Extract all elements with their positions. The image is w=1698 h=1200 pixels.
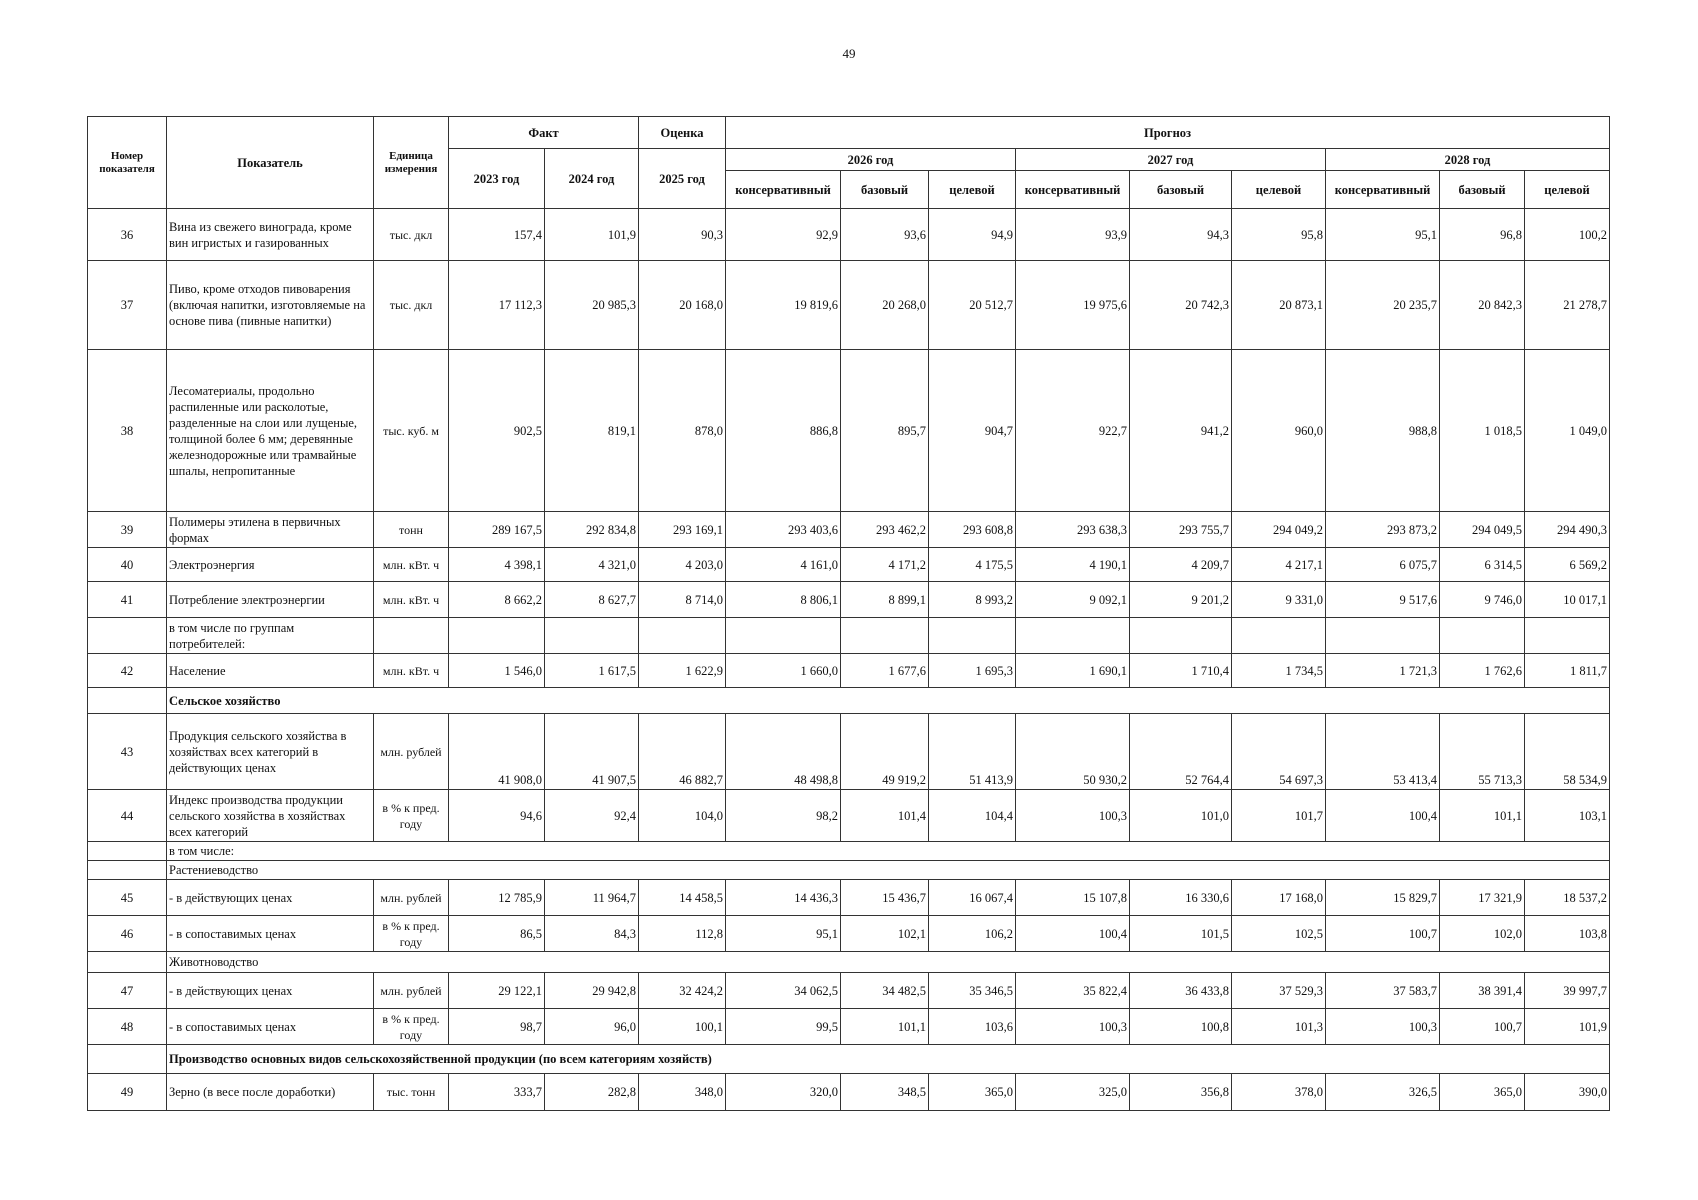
- value-cell: 20 235,7: [1326, 261, 1440, 350]
- value-cell: 4 171,2: [841, 548, 929, 582]
- value-cell: 16 067,4: [929, 880, 1016, 916]
- header-base: базовый: [841, 171, 929, 209]
- value-cell: 1 762,6: [1440, 654, 1525, 688]
- indicator-name: Потребление электроэнергии: [167, 582, 374, 618]
- value-cell: 1 710,4: [1130, 654, 1232, 688]
- value-cell: 320,0: [726, 1074, 841, 1111]
- value-cell: 49 919,2: [841, 714, 929, 790]
- value-cell: 103,1: [1525, 790, 1610, 842]
- indicator-name: Зерно (в весе после доработки): [167, 1074, 374, 1111]
- value-cell: 93,9: [1016, 209, 1130, 261]
- value-cell: 100,4: [1016, 916, 1130, 952]
- row-number: 37: [88, 261, 167, 350]
- header-forecast: Прогноз: [726, 117, 1610, 149]
- value-cell: 98,7: [449, 1009, 545, 1045]
- value-cell: 9 746,0: [1440, 582, 1525, 618]
- value-cell: 282,8: [545, 1074, 639, 1111]
- subgroup-label: Животноводство: [167, 952, 1610, 973]
- value-cell: 17 112,3: [449, 261, 545, 350]
- value-cell: 93,6: [841, 209, 929, 261]
- value-cell: 1 695,3: [929, 654, 1016, 688]
- value-cell: 333,7: [449, 1074, 545, 1111]
- value-cell: 356,8: [1130, 1074, 1232, 1111]
- value-cell: 988,8: [1326, 350, 1440, 512]
- value-cell: [545, 618, 639, 654]
- value-cell: 102,5: [1232, 916, 1326, 952]
- value-cell: 1 049,0: [1525, 350, 1610, 512]
- value-cell: 29 942,8: [545, 973, 639, 1009]
- indicator-name: Вина из свежего винограда, кроме вин игристых и газированных: [167, 209, 374, 261]
- value-cell: 35 822,4: [1016, 973, 1130, 1009]
- value-cell: 34 482,5: [841, 973, 929, 1009]
- value-cell: 104,0: [639, 790, 726, 842]
- unit: тонн: [374, 512, 449, 548]
- table-row: [88, 548, 1610, 582]
- header-2028: 2028 год: [1326, 149, 1610, 171]
- value-cell: 1 734,5: [1232, 654, 1326, 688]
- value-cell: 20 268,0: [841, 261, 929, 350]
- value-cell: 84,3: [545, 916, 639, 952]
- table-header: [88, 117, 1610, 209]
- value-cell: 819,1: [545, 350, 639, 512]
- table-row: [88, 714, 1610, 790]
- value-cell: 15 829,7: [1326, 880, 1440, 916]
- value-cell: 102,0: [1440, 916, 1525, 952]
- value-cell: 8 899,1: [841, 582, 929, 618]
- value-cell: 55 713,3: [1440, 714, 1525, 790]
- value-cell: 37 529,3: [1232, 973, 1326, 1009]
- value-cell: 41 908,0: [449, 714, 545, 790]
- value-cell: 50 930,2: [1016, 714, 1130, 790]
- unit: млн. кВт. ч: [374, 548, 449, 582]
- value-cell: 4 217,1: [1232, 548, 1326, 582]
- value-cell: 92,4: [545, 790, 639, 842]
- value-cell: 20 512,7: [929, 261, 1016, 350]
- table-row: [88, 916, 1610, 952]
- header-target: целевой: [929, 171, 1016, 209]
- value-cell: 902,5: [449, 350, 545, 512]
- value-cell: 1 546,0: [449, 654, 545, 688]
- value-cell: 8 993,2: [929, 582, 1016, 618]
- value-cell: 35 346,5: [929, 973, 1016, 1009]
- value-cell: 38 391,4: [1440, 973, 1525, 1009]
- value-cell: 101,9: [1525, 1009, 1610, 1045]
- subgroup-row: [88, 861, 1610, 880]
- value-cell: 6 314,5: [1440, 548, 1525, 582]
- unit: млн. кВт. ч: [374, 582, 449, 618]
- section-row: [88, 688, 1610, 714]
- value-cell: 29 122,1: [449, 973, 545, 1009]
- value-cell: 9 517,6: [1326, 582, 1440, 618]
- header-2026: 2026 год: [726, 149, 1016, 171]
- value-cell: 1 660,0: [726, 654, 841, 688]
- header-conservative: консервативный: [1016, 171, 1130, 209]
- value-cell: 8 627,7: [545, 582, 639, 618]
- value-cell: 293 462,2: [841, 512, 929, 548]
- value-cell: 294 049,5: [1440, 512, 1525, 548]
- header-estimate: Оценка: [639, 117, 726, 149]
- value-cell: [1016, 618, 1130, 654]
- value-cell: 53 413,4: [1326, 714, 1440, 790]
- value-cell: 4 321,0: [545, 548, 639, 582]
- row-number: 45: [88, 880, 167, 916]
- value-cell: 100,3: [1016, 1009, 1130, 1045]
- value-cell: 20 168,0: [639, 261, 726, 350]
- value-cell: [1130, 618, 1232, 654]
- value-cell: 17 321,9: [1440, 880, 1525, 916]
- row-number: 38: [88, 350, 167, 512]
- value-cell: 95,8: [1232, 209, 1326, 261]
- table-row: [88, 790, 1610, 842]
- value-cell: 101,7: [1232, 790, 1326, 842]
- value-cell: 325,0: [1016, 1074, 1130, 1111]
- value-cell: 20 985,3: [545, 261, 639, 350]
- value-cell: 95,1: [726, 916, 841, 952]
- value-cell: 294 490,3: [1525, 512, 1610, 548]
- value-cell: 886,8: [726, 350, 841, 512]
- header-fact: Факт: [449, 117, 639, 149]
- value-cell: 9 331,0: [1232, 582, 1326, 618]
- value-cell: 8 662,2: [449, 582, 545, 618]
- table-row: [88, 1074, 1610, 1111]
- value-cell: 4 190,1: [1016, 548, 1130, 582]
- subgroup-label: Растениеводство: [167, 861, 1610, 880]
- value-cell: 895,7: [841, 350, 929, 512]
- subgroup-label: в том числе:: [167, 842, 1610, 861]
- indicator-name: Полимеры этилена в первичных формах: [167, 512, 374, 548]
- value-cell: 14 436,3: [726, 880, 841, 916]
- row-number: 49: [88, 1074, 167, 1111]
- value-cell: [449, 618, 545, 654]
- value-cell: 4 203,0: [639, 548, 726, 582]
- header-2027: 2027 год: [1016, 149, 1326, 171]
- value-cell: 20 842,3: [1440, 261, 1525, 350]
- subgroup-row: [88, 842, 1610, 861]
- value-cell: 1 690,1: [1016, 654, 1130, 688]
- header-base: базовый: [1440, 171, 1525, 209]
- value-cell: 100,7: [1326, 916, 1440, 952]
- header-target: целевой: [1232, 171, 1326, 209]
- row-number: 42: [88, 654, 167, 688]
- value-cell: 20 873,1: [1232, 261, 1326, 350]
- subgroup-row: [88, 952, 1610, 973]
- value-cell: 99,5: [726, 1009, 841, 1045]
- value-cell: 36 433,8: [1130, 973, 1232, 1009]
- value-cell: 4 175,5: [929, 548, 1016, 582]
- table-row: [88, 512, 1610, 548]
- value-cell: 100,8: [1130, 1009, 1232, 1045]
- row-number: 40: [88, 548, 167, 582]
- value-cell: 58 534,9: [1525, 714, 1610, 790]
- header-indicator: Показатель: [167, 117, 374, 209]
- indicator-name: - в действующих ценах: [167, 973, 374, 1009]
- value-cell: 157,4: [449, 209, 545, 261]
- row-number-cell: [88, 842, 167, 861]
- value-cell: 8 806,1: [726, 582, 841, 618]
- unit: тыс. куб. м: [374, 350, 449, 512]
- value-cell: 1 811,7: [1525, 654, 1610, 688]
- row-number: 39: [88, 512, 167, 548]
- row-number: 46: [88, 916, 167, 952]
- row-number-cell: [88, 1045, 167, 1074]
- value-cell: 293 169,1: [639, 512, 726, 548]
- value-cell: [841, 618, 929, 654]
- row-number-cell: [88, 861, 167, 880]
- value-cell: 98,2: [726, 790, 841, 842]
- value-cell: 904,7: [929, 350, 1016, 512]
- row-number: 44: [88, 790, 167, 842]
- unit: тыс. дкл: [374, 261, 449, 350]
- value-cell: 94,3: [1130, 209, 1232, 261]
- value-cell: 6 569,2: [1525, 548, 1610, 582]
- value-cell: 348,5: [841, 1074, 929, 1111]
- table-row: [88, 209, 1610, 261]
- value-cell: 101,0: [1130, 790, 1232, 842]
- unit: млн. рублей: [374, 880, 449, 916]
- header-target: целевой: [1525, 171, 1610, 209]
- value-cell: 95,1: [1326, 209, 1440, 261]
- value-cell: 96,0: [545, 1009, 639, 1045]
- indicator-name: Лесоматериалы, продольно распиленные или расколотые, разделенные на слои или лущеные, толщиной более 6 мм; деревянные железнодорожные или трамвайные шпалы, непропитанные: [167, 350, 374, 512]
- value-cell: 103,6: [929, 1009, 1016, 1045]
- value-cell: 16 330,6: [1130, 880, 1232, 916]
- value-cell: 326,5: [1326, 1074, 1440, 1111]
- value-cell: 100,7: [1440, 1009, 1525, 1045]
- indicator-name: - в сопоставимых ценах: [167, 1009, 374, 1045]
- value-cell: 9 092,1: [1016, 582, 1130, 618]
- indicator-name: в том числе по группам потребителей:: [167, 618, 374, 654]
- value-cell: 17 168,0: [1232, 880, 1326, 916]
- value-cell: 101,4: [841, 790, 929, 842]
- header-number: Номер показателя: [88, 117, 167, 209]
- value-cell: 101,1: [1440, 790, 1525, 842]
- value-cell: 878,0: [639, 350, 726, 512]
- value-cell: 21 278,7: [1525, 261, 1610, 350]
- unit: в % к пред. году: [374, 790, 449, 842]
- value-cell: 289 167,5: [449, 512, 545, 548]
- unit: в % к пред. году: [374, 916, 449, 952]
- value-cell: 94,6: [449, 790, 545, 842]
- value-cell: 51 413,9: [929, 714, 1016, 790]
- value-cell: 10 017,1: [1525, 582, 1610, 618]
- value-cell: 294 049,2: [1232, 512, 1326, 548]
- value-cell: 15 107,8: [1016, 880, 1130, 916]
- value-cell: 19 975,6: [1016, 261, 1130, 350]
- value-cell: 100,3: [1016, 790, 1130, 842]
- row-number: 41: [88, 582, 167, 618]
- value-cell: [1326, 618, 1440, 654]
- indicator-name: Индекс производства продукции сельского хозяйства в хозяйствах всех категорий: [167, 790, 374, 842]
- table-row: [88, 618, 1610, 654]
- value-cell: 390,0: [1525, 1074, 1610, 1111]
- value-cell: 960,0: [1232, 350, 1326, 512]
- table-body: [88, 209, 1610, 1111]
- indicator-name: - в действующих ценах: [167, 880, 374, 916]
- value-cell: [1232, 618, 1326, 654]
- value-cell: 293 755,7: [1130, 512, 1232, 548]
- value-cell: 101,9: [545, 209, 639, 261]
- value-cell: 20 742,3: [1130, 261, 1232, 350]
- header-base: базовый: [1130, 171, 1232, 209]
- value-cell: 106,2: [929, 916, 1016, 952]
- value-cell: 14 458,5: [639, 880, 726, 916]
- value-cell: 34 062,5: [726, 973, 841, 1009]
- value-cell: 94,9: [929, 209, 1016, 261]
- table-row: [88, 654, 1610, 688]
- unit: млн. кВт. ч: [374, 654, 449, 688]
- section-row: [88, 1045, 1610, 1074]
- value-cell: 100,4: [1326, 790, 1440, 842]
- header-2023: 2023 год: [449, 149, 545, 209]
- value-cell: 1 018,5: [1440, 350, 1525, 512]
- value-cell: 39 997,7: [1525, 973, 1610, 1009]
- value-cell: 32 424,2: [639, 973, 726, 1009]
- row-number: 48: [88, 1009, 167, 1045]
- value-cell: 378,0: [1232, 1074, 1326, 1111]
- value-cell: 15 436,7: [841, 880, 929, 916]
- page-number: 49: [842, 46, 856, 61]
- value-cell: 293 608,8: [929, 512, 1016, 548]
- value-cell: 6 075,7: [1326, 548, 1440, 582]
- indicator-name: Население: [167, 654, 374, 688]
- table-row: [88, 973, 1610, 1009]
- table-row: [88, 880, 1610, 916]
- header-2025: 2025 год: [639, 149, 726, 209]
- value-cell: 104,4: [929, 790, 1016, 842]
- indicator-name: Электроэнергия: [167, 548, 374, 582]
- value-cell: 101,1: [841, 1009, 929, 1045]
- value-cell: 41 907,5: [545, 714, 639, 790]
- value-cell: 941,2: [1130, 350, 1232, 512]
- indicator-name: Продукция сельского хозяйства в хозяйствах всех категорий в действующих ценах: [167, 714, 374, 790]
- table-row: [88, 1009, 1610, 1045]
- value-cell: 365,0: [1440, 1074, 1525, 1111]
- value-cell: 46 882,7: [639, 714, 726, 790]
- value-cell: 102,1: [841, 916, 929, 952]
- value-cell: 922,7: [1016, 350, 1130, 512]
- value-cell: 9 201,2: [1130, 582, 1232, 618]
- value-cell: 86,5: [449, 916, 545, 952]
- value-cell: 100,2: [1525, 209, 1610, 261]
- value-cell: 92,9: [726, 209, 841, 261]
- value-cell: 1 617,5: [545, 654, 639, 688]
- value-cell: 52 764,4: [1130, 714, 1232, 790]
- value-cell: 8 714,0: [639, 582, 726, 618]
- table-row: [88, 582, 1610, 618]
- value-cell: 19 819,6: [726, 261, 841, 350]
- row-number-cell: [88, 688, 167, 714]
- value-cell: 11 964,7: [545, 880, 639, 916]
- value-cell: 348,0: [639, 1074, 726, 1111]
- row-number: 47: [88, 973, 167, 1009]
- value-cell: 54 697,3: [1232, 714, 1326, 790]
- unit: тыс. дкл: [374, 209, 449, 261]
- value-cell: 4 209,7: [1130, 548, 1232, 582]
- row-number: 43: [88, 714, 167, 790]
- value-cell: 1 677,6: [841, 654, 929, 688]
- value-cell: 12 785,9: [449, 880, 545, 916]
- value-cell: 1 721,3: [1326, 654, 1440, 688]
- table-row: [88, 261, 1610, 350]
- unit: тыс. тонн: [374, 1074, 449, 1111]
- unit: в % к пред. году: [374, 1009, 449, 1045]
- row-number: [88, 618, 167, 654]
- value-cell: 1 622,9: [639, 654, 726, 688]
- value-cell: 4 161,0: [726, 548, 841, 582]
- row-number-cell: [88, 952, 167, 973]
- indicator-name: Пиво, кроме отходов пивоварения (включая напитки, изготовляемые на основе пива (пивные напитки): [167, 261, 374, 350]
- value-cell: 293 873,2: [1326, 512, 1440, 548]
- row-number: 36: [88, 209, 167, 261]
- value-cell: 96,8: [1440, 209, 1525, 261]
- value-cell: 100,3: [1326, 1009, 1440, 1045]
- value-cell: [726, 618, 841, 654]
- value-cell: 112,8: [639, 916, 726, 952]
- value-cell: 90,3: [639, 209, 726, 261]
- section-title: Производство основных видов сельскохозяйственной продукции (по всем категориям хозяйств): [167, 1045, 1610, 1074]
- value-cell: [1525, 618, 1610, 654]
- value-cell: [929, 618, 1016, 654]
- value-cell: 103,8: [1525, 916, 1610, 952]
- value-cell: [639, 618, 726, 654]
- value-cell: 37 583,7: [1326, 973, 1440, 1009]
- header-conservative: консервативный: [1326, 171, 1440, 209]
- unit: [374, 618, 449, 654]
- header-conservative: консервативный: [726, 171, 841, 209]
- section-title: Сельское хозяйство: [167, 688, 1610, 714]
- value-cell: 292 834,8: [545, 512, 639, 548]
- value-cell: 48 498,8: [726, 714, 841, 790]
- value-cell: [1440, 618, 1525, 654]
- table-row: [88, 350, 1610, 512]
- value-cell: 18 537,2: [1525, 880, 1610, 916]
- value-cell: 365,0: [929, 1074, 1016, 1111]
- value-cell: 293 403,6: [726, 512, 841, 548]
- unit: млн. рублей: [374, 714, 449, 790]
- value-cell: 100,1: [639, 1009, 726, 1045]
- forecast-table: [87, 116, 1610, 1111]
- header-unit: Единица измерения: [374, 117, 449, 209]
- indicator-name: - в сопоставимых ценах: [167, 916, 374, 952]
- value-cell: 4 398,1: [449, 548, 545, 582]
- header-2024: 2024 год: [545, 149, 639, 209]
- value-cell: 101,3: [1232, 1009, 1326, 1045]
- unit: млн. рублей: [374, 973, 449, 1009]
- value-cell: 101,5: [1130, 916, 1232, 952]
- value-cell: 293 638,3: [1016, 512, 1130, 548]
